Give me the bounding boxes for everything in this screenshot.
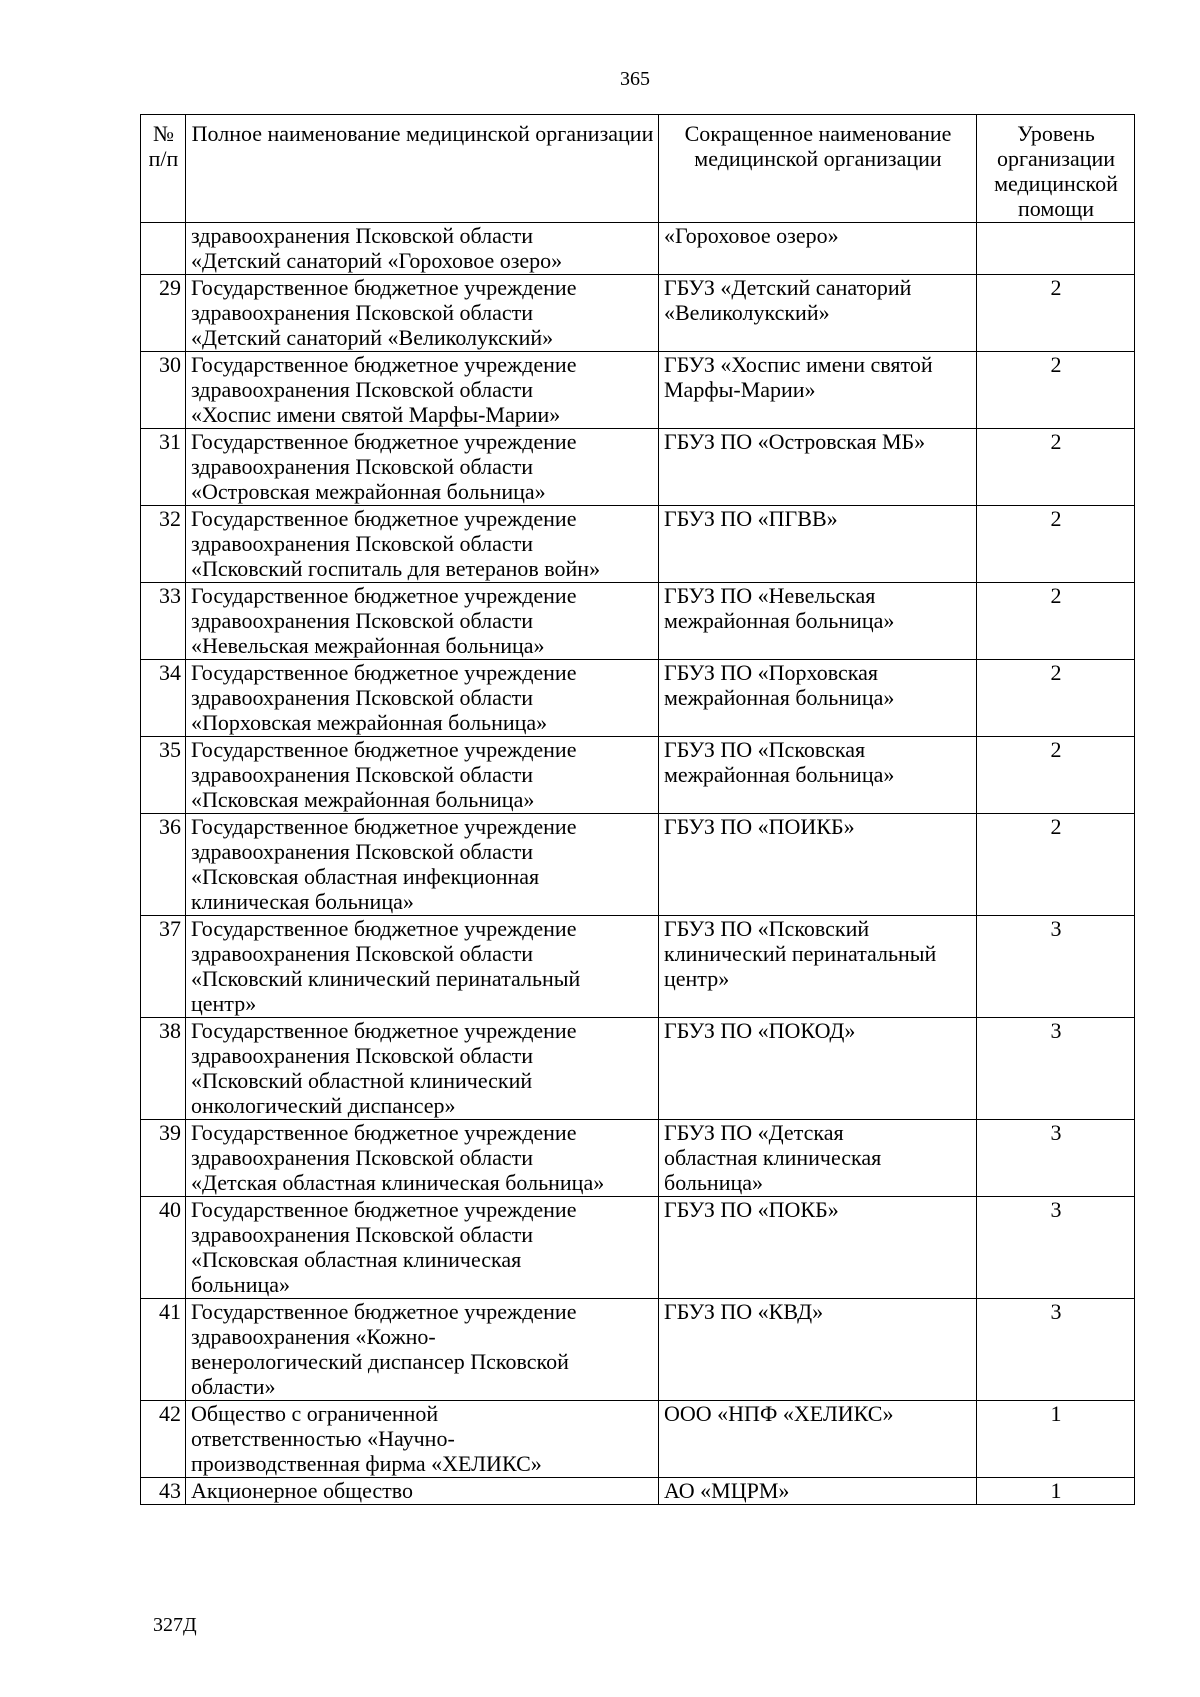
care-level-cell: [977, 223, 1135, 275]
full-name-cell: Государственное бюджетное учреждение здравоохранения Псковской области «Псковская областная клиническая больница»: [186, 1197, 659, 1299]
table-row: [141, 352, 1135, 429]
care-level-cell: 2: [977, 275, 1135, 352]
short-name-cell: ГБУЗ ПО «Островская МБ»: [659, 429, 977, 506]
care-level-cell: 1: [977, 1401, 1135, 1478]
table-row: [141, 506, 1135, 583]
footer-code: 327Д: [153, 1614, 197, 1636]
care-level-cell: 3: [977, 1299, 1135, 1401]
short-name-cell: ГБУЗ ПО «ПОИКБ»: [659, 814, 977, 916]
care-level-cell: 2: [977, 814, 1135, 916]
table-row: [141, 223, 1135, 275]
table-row: [141, 1299, 1135, 1401]
row-number: 34: [141, 660, 186, 737]
short-name-cell: АО «МЦРМ»: [659, 1478, 977, 1505]
table-header-row: [141, 115, 1135, 223]
row-number: 35: [141, 737, 186, 814]
full-name-cell: Государственное бюджетное учреждение здравоохранения Псковской области «Островская межрайонная больница»: [186, 429, 659, 506]
care-level-cell: 3: [977, 1120, 1135, 1197]
table-row: [141, 1018, 1135, 1120]
short-name-cell: ГБУЗ ПО «ПГВВ»: [659, 506, 977, 583]
care-level-cell: 2: [977, 737, 1135, 814]
table-row: [141, 660, 1135, 737]
page-number: 365: [620, 68, 650, 90]
full-name-cell: Государственное бюджетное учреждение здравоохранения Псковской области «Детская областная клиническая больница»: [186, 1120, 659, 1197]
full-name-cell: Государственное бюджетное учреждение здравоохранения Псковской области «Невельская межрайонная больница»: [186, 583, 659, 660]
table-row: [141, 916, 1135, 1018]
care-level-cell: 3: [977, 916, 1135, 1018]
full-name-cell: Государственное бюджетное учреждение здравоохранения Псковской области «Порховская межрайонная больница»: [186, 660, 659, 737]
full-name-cell: Государственное бюджетное учреждение здравоохранения Псковской области «Псковский госпиталь для ветеранов войн»: [186, 506, 659, 583]
care-level-cell: 2: [977, 660, 1135, 737]
care-level-cell: 2: [977, 429, 1135, 506]
full-name-cell: Государственное бюджетное учреждение здравоохранения Псковской области «Псковская межрайонная больница»: [186, 737, 659, 814]
care-level-cell: 3: [977, 1018, 1135, 1120]
row-number: 39: [141, 1120, 186, 1197]
full-name-cell: Государственное бюджетное учреждение здравоохранения «Кожно- венерологический диспансер Псковской области»: [186, 1299, 659, 1401]
table-row: [141, 429, 1135, 506]
short-name-cell: ГБУЗ ПО «КВД»: [659, 1299, 977, 1401]
table-row: [141, 1197, 1135, 1299]
full-name-cell: Государственное бюджетное учреждение здравоохранения Псковской области «Псковский областной клинический онкологический диспансер»: [186, 1018, 659, 1120]
full-name-cell: Общество с ограниченной ответственностью «Научно- производственная фирма «ХЕЛИКС»: [186, 1401, 659, 1478]
care-level-cell: 3: [977, 1197, 1135, 1299]
table-row: [141, 1120, 1135, 1197]
full-name-cell: Государственное бюджетное учреждение здравоохранения Псковской области «Псковская областная инфекционная клиническая больница»: [186, 814, 659, 916]
row-number: [141, 223, 186, 275]
table-row: [141, 1478, 1135, 1505]
row-number: 43: [141, 1478, 186, 1505]
row-number: 38: [141, 1018, 186, 1120]
short-name-cell: ГБУЗ ПО «ПОКБ»: [659, 1197, 977, 1299]
row-number: 37: [141, 916, 186, 1018]
short-name-cell: ГБУЗ «Детский санаторий «Великолукский»: [659, 275, 977, 352]
row-number: 32: [141, 506, 186, 583]
short-name-cell: ГБУЗ ПО «Псковская межрайонная больница»: [659, 737, 977, 814]
care-level-cell: 1: [977, 1478, 1135, 1505]
row-number: 30: [141, 352, 186, 429]
short-name-cell: «Гороховое озеро»: [659, 223, 977, 275]
header-full-name: Полное наименование медицинской организации: [186, 115, 659, 223]
row-number: 31: [141, 429, 186, 506]
short-name-cell: ГБУЗ ПО «Невельская межрайонная больница»: [659, 583, 977, 660]
row-number: 33: [141, 583, 186, 660]
row-number: 42: [141, 1401, 186, 1478]
full-name-cell: Государственное бюджетное учреждение здравоохранения Псковской области «Детский санаторий «Великолукский»: [186, 275, 659, 352]
full-name-cell: Государственное бюджетное учреждение здравоохранения Псковской области «Хоспис имени святой Марфы-Марии»: [186, 352, 659, 429]
table-row: [141, 583, 1135, 660]
table-row: [141, 814, 1135, 916]
row-number: 36: [141, 814, 186, 916]
full-name-cell: Акционерное общество: [186, 1478, 659, 1505]
short-name-cell: ГБУЗ ПО «ПОКОД»: [659, 1018, 977, 1120]
short-name-cell: ГБУЗ ПО «Порховская межрайонная больница»: [659, 660, 977, 737]
header-number: № п/п: [141, 115, 186, 223]
short-name-cell: ООО «НПФ «ХЕЛИКС»: [659, 1401, 977, 1478]
short-name-cell: ГБУЗ ПО «Детская областная клиническая больница»: [659, 1120, 977, 1197]
full-name-cell: здравоохранения Псковской области «Детский санаторий «Гороховое озеро»: [186, 223, 659, 275]
short-name-cell: ГБУЗ «Хоспис имени святой Марфы-Марии»: [659, 352, 977, 429]
header-short-name: Сокращенное наименование медицинской организации: [659, 115, 977, 223]
row-number: 40: [141, 1197, 186, 1299]
short-name-cell: ГБУЗ ПО «Псковский клинический перинатальный центр»: [659, 916, 977, 1018]
table-row: [141, 737, 1135, 814]
header-care-level: Уровень организации медицинской помощи: [977, 115, 1135, 223]
medical-organizations-table: [140, 114, 1135, 1505]
row-number: 29: [141, 275, 186, 352]
care-level-cell: 2: [977, 583, 1135, 660]
table-row: [141, 275, 1135, 352]
table-row: [141, 1401, 1135, 1478]
care-level-cell: 2: [977, 506, 1135, 583]
care-level-cell: 2: [977, 352, 1135, 429]
full-name-cell: Государственное бюджетное учреждение здравоохранения Псковской области «Псковский клинический перинатальный центр»: [186, 916, 659, 1018]
row-number: 41: [141, 1299, 186, 1401]
